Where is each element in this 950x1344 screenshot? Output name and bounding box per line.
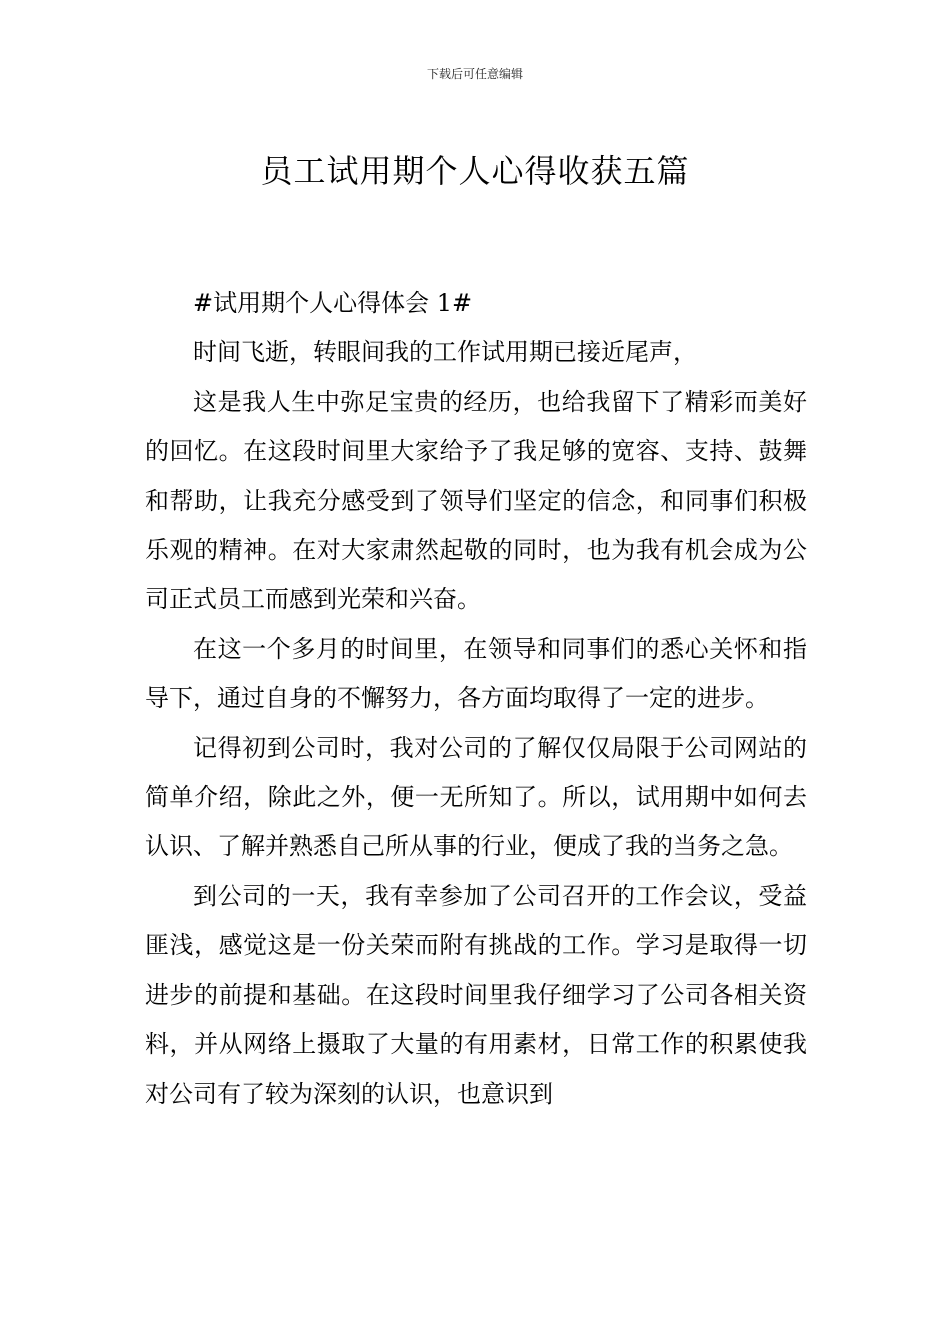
paragraph-2: 这是我人生中弥足宝贵的经历，也给我留下了精彩而美好的回忆。在这段时间里大家给予了我足够的宽容、支持、鼓舞和帮助，让我充分感受到了领导们坚定的信念，和同事们积极乐观的精神。在对大家肃然起敬的同时，也为我有机会成为公司正式员工而感到光荣和兴奋。 bbox=[145, 387, 807, 614]
paragraph-5: 到公司的一天，我有幸参加了公司召开的工作会议，受益匪浅，感觉这是一份关荣而附有挑战的工作。学习是取得一切进步的前提和基础。在这段时间里我仔细学习了公司各相关资料，并从网络上摄取了大量的有用素材，日常工作的积累使我对公司有了较为深刻的认识，也意识到 bbox=[145, 881, 807, 1108]
paragraph-4: 记得初到公司时，我对公司的了解仅仅局限于公司网站的简单介绍，除此之外，便一无所知了。所以，试用期中如何去认识、了解并熟悉自己所从事的行业，便成了我的当务之急。 bbox=[145, 733, 807, 861]
section-heading: #试用期个人心得体会 1# bbox=[193, 289, 473, 317]
paragraph-1: 时间飞逝，转眼间我的工作试用期已接近尾声， bbox=[193, 338, 697, 367]
header-note: 下载后可任意编辑 bbox=[426, 67, 523, 81]
document-body bbox=[145, 279, 807, 1119]
document-title: 员工试用期个人心得收获五篇 bbox=[260, 152, 690, 191]
paragraph-3: 在这一个多月的时间里，在领导和同事们的悉心关怀和指导下，通过自身的不懈努力，各方面均取得了一定的进步。 bbox=[145, 634, 807, 713]
